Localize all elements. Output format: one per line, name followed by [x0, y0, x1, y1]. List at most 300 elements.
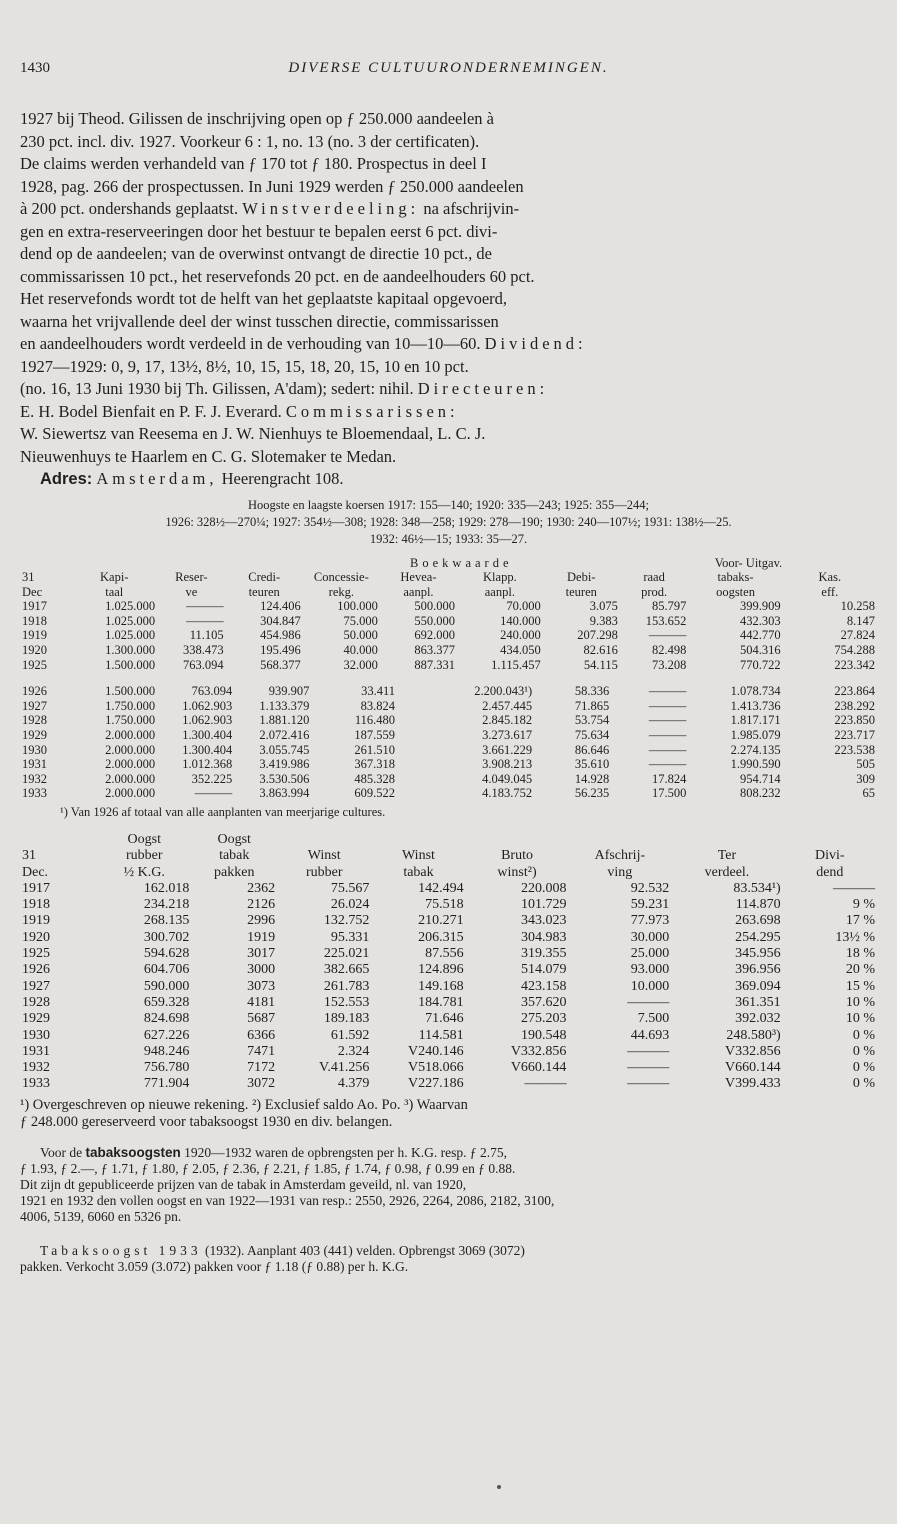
table-cell: 10 % — [845, 1011, 875, 1027]
table-cell: 0 % — [852, 1027, 875, 1043]
page-number: 1430 — [20, 60, 50, 76]
column-header: winst²) — [497, 864, 537, 880]
table-cell: V.41.256 — [319, 1060, 370, 1076]
column-header: oogsten — [716, 584, 755, 599]
result-table — [20, 832, 877, 1093]
table-cell: 261.510 — [354, 742, 396, 757]
table-cell: 392.032 — [735, 1011, 781, 1027]
column-header: 31 — [22, 848, 36, 864]
table-cell: 3000 — [247, 962, 276, 978]
column-header: pakken — [214, 864, 255, 880]
table-cell: 1928 — [22, 713, 47, 728]
table-cell: 124.896 — [418, 962, 464, 978]
table-cell: 44.693 — [630, 1027, 670, 1043]
column-header: Dec. — [22, 864, 49, 880]
table-cell: 948.246 — [143, 1043, 190, 1059]
table-row — [20, 962, 877, 978]
table-row — [20, 1076, 877, 1092]
text-line: De claims werden verhandeld van ƒ 170 tot ƒ 180. Prospectus in deel I — [20, 154, 487, 173]
table-cell: 1933 — [22, 786, 47, 801]
table-cell: 432.303 — [740, 613, 781, 628]
table-cell: ——— — [627, 1043, 670, 1059]
table-cell: ——— — [648, 713, 687, 728]
table-cell: 223.864 — [834, 684, 875, 699]
table-cell: 70.000 — [506, 599, 541, 614]
text-line: 1927 bij Theod. Gilissen de inschrijving open op ƒ 250.000 aandeelen à — [20, 109, 494, 128]
table-cell: 319.355 — [520, 946, 567, 962]
table-cell: 1926 — [22, 684, 47, 699]
table-cell: 93.000 — [630, 962, 670, 978]
table-cell: ——— — [648, 698, 687, 713]
table-cell: 263.698 — [735, 913, 781, 929]
column-header — [466, 832, 569, 848]
table-cell: 338.473 — [183, 643, 224, 658]
tabaksoogsten-paragraph: Voor de tabaksoogsten 1920—1932 waren de opbrengsten per h. K.G. resp. ƒ 2.75, — [40, 1144, 507, 1160]
table-cell: 17.824 — [652, 771, 687, 786]
table-cell: 594.628 — [143, 946, 190, 962]
table-cell: 234.218 — [143, 897, 190, 913]
table-cell: 756.780 — [143, 1060, 190, 1076]
table-row — [20, 743, 877, 758]
table-cell: 3.273.617 — [482, 728, 533, 743]
table-cell: 223.538 — [834, 742, 875, 757]
table-cell: 71.646 — [425, 1011, 464, 1027]
table-row — [20, 757, 877, 772]
address-line — [20, 468, 877, 491]
table-cell: 7.500 — [637, 1011, 670, 1027]
table-cell: 863.377 — [414, 643, 456, 658]
table-header-row — [20, 848, 877, 864]
table-cell: 550.000 — [414, 613, 456, 628]
table-cell: 25.000 — [630, 946, 670, 962]
table-row — [20, 1028, 877, 1044]
table-cell: 10.000 — [630, 978, 670, 994]
table-cell: 754.288 — [834, 643, 875, 658]
table-row — [20, 713, 877, 728]
balance-table-continued — [20, 684, 877, 801]
table-cell: 5687 — [247, 1011, 276, 1027]
table-cell: 11.105 — [189, 628, 224, 643]
table-header-row — [20, 832, 877, 848]
column-header: Bruto — [501, 848, 533, 864]
table-cell: 434.050 — [500, 643, 541, 658]
table-cell: 3.908.213 — [482, 757, 533, 772]
table-cell: 887.331 — [414, 657, 456, 672]
table-cell: 1930 — [22, 742, 47, 757]
column-header: eff. — [821, 584, 839, 599]
text-line: 1928, pag. 266 der prospectussen. In Juni 1929 werden ƒ 250.000 aandeelen — [20, 176, 524, 196]
table-cell: 309 — [856, 771, 875, 786]
column-header — [568, 832, 671, 848]
table-cell: 1.025.000 — [105, 613, 156, 628]
table-cell: 300.702 — [143, 929, 190, 945]
table-cell: 73.208 — [652, 657, 687, 672]
table-cell: 1.025.000 — [105, 628, 156, 643]
body-text — [20, 108, 877, 491]
table-cell: 770.722 — [740, 657, 781, 672]
table-row — [20, 614, 877, 629]
tabaksoogst-1933-label: Tabaksoogst 1933 — [40, 1242, 202, 1258]
table-cell: 1919 — [247, 929, 276, 945]
table-cell: 357.620 — [520, 994, 567, 1010]
table-cell: 0 % — [852, 1060, 875, 1076]
column-header — [277, 832, 371, 848]
table-cell: 26.024 — [330, 897, 370, 913]
column-header: Credi- — [248, 570, 281, 585]
table-cell: 1.817.171 — [730, 713, 781, 728]
table-cell: 238.292 — [834, 698, 875, 713]
table-cell: 254.295 — [735, 929, 781, 945]
table-cell: 206.315 — [418, 929, 464, 945]
table-cell: 10.258 — [840, 599, 875, 614]
table-cell: 1.062.903 — [182, 698, 233, 713]
table-cell: 442.770 — [740, 628, 781, 643]
text-line: en aandeelhouders wordt verdeeld in de verhouding van 10—10—60. Dividend: — [20, 334, 587, 353]
footnote-line: ƒ 248.000 gereserveerd voor tabaksoogst 1930 en div. belangen. — [20, 1113, 393, 1130]
table-cell: 32.000 — [343, 657, 378, 672]
table-cell: ——— — [186, 613, 224, 628]
table-cell: 590.000 — [143, 978, 190, 994]
table-cell: 1.062.903 — [182, 713, 233, 728]
table-cell: 369.094 — [735, 978, 781, 994]
table-row — [20, 897, 877, 913]
table-cell: 195.496 — [260, 643, 301, 658]
text-line: 4006, 5139, 6060 en 5326 pn. — [20, 1208, 182, 1224]
table-cell: 85.797 — [652, 599, 687, 614]
column-header: Winst — [307, 848, 341, 864]
table-cell: 1.133.379 — [259, 698, 310, 713]
table-group-header — [20, 556, 877, 571]
table-cell: 114.870 — [735, 897, 781, 913]
column-header: teuren — [565, 584, 597, 599]
table-cell: 116.480 — [354, 713, 396, 728]
table-cell: 504.316 — [740, 643, 781, 658]
table-cell: 95.331 — [330, 929, 370, 945]
table-cell: 223.342 — [834, 657, 875, 672]
table-cell: 423.158 — [520, 978, 567, 994]
table-cell: V660.144 — [510, 1060, 567, 1076]
table-cell: 9.383 — [589, 613, 618, 628]
table-cell: 124.406 — [260, 599, 301, 614]
table-cell: 100.000 — [337, 599, 378, 614]
table-cell: ——— — [648, 728, 687, 743]
table-cell: 808.232 — [740, 786, 781, 801]
table-cell: 627.226 — [143, 1027, 190, 1043]
table-cell: 58.336 — [574, 684, 610, 699]
table-row — [20, 772, 877, 787]
table-cell: 275.203 — [520, 1011, 567, 1027]
koersen-line: 1926: 328½—270¼; 1927: 354½—308; 1928: 348—258; 1929: 278—190; 1930: 240—107½; 1931: 138½—25. — [165, 514, 732, 529]
table-row — [20, 946, 877, 962]
text-line: 1921 en 1932 den vollen oogst en van 1922—1931 van resp.: 2550, 2926, 2264, 2086, 2182, 3100, — [20, 1192, 555, 1208]
text-line: W. Siewertsz van Reesema en J. W. Nienhuys te Bloemendaal, L. C. J. — [20, 424, 486, 443]
column-header: ve — [185, 584, 198, 599]
table-cell: 268.135 — [143, 913, 190, 929]
table-cell: ——— — [648, 742, 687, 757]
table-cell: 2.000.000 — [105, 771, 156, 786]
table-cell: ——— — [627, 1076, 670, 1092]
table-cell: 692.000 — [414, 628, 456, 643]
voorraad-header: Voor- Uitgav. — [714, 555, 783, 570]
table-cell: 1929 — [22, 728, 47, 743]
table-cell: 10 % — [845, 994, 875, 1010]
table-cell: V332.856 — [725, 1043, 781, 1059]
footnote-line: ¹) Overgeschreven op nieuwe rekening. ²) Exclusief saldo Ao. Po. ³) Waarvan — [20, 1096, 468, 1113]
table-cell: 2996 — [247, 913, 276, 929]
table-cell: 454.986 — [260, 628, 301, 643]
table-cell: V660.144 — [725, 1060, 781, 1076]
table-cell: 1.300.404 — [182, 728, 233, 743]
table-cell: 1925 — [22, 657, 47, 672]
table-cell: 75.000 — [343, 613, 378, 628]
table-cell: 1931 — [22, 757, 47, 772]
table-cell: 8.147 — [846, 613, 875, 628]
table-cell: V240.146 — [407, 1043, 464, 1059]
column-header: tabak — [403, 864, 434, 880]
table-cell: 954.714 — [740, 771, 781, 786]
table-cell: 77.973 — [630, 913, 670, 929]
table-cell: 240.000 — [500, 628, 541, 643]
table-cell: 1.115.457 — [491, 657, 541, 672]
column-header — [671, 832, 782, 848]
ink-dot — [497, 1485, 501, 1489]
column-header: rekg. — [328, 584, 354, 599]
table-cell: 13½ % — [835, 929, 875, 945]
table-row — [20, 658, 877, 673]
table-cell: 485.328 — [354, 771, 396, 786]
table-cell: 261.783 — [323, 978, 370, 994]
table-row — [20, 930, 877, 946]
winstverdeeling-label: Winstverdeeling: — [242, 199, 420, 218]
table-cell: 4.379 — [337, 1076, 370, 1092]
table-cell: 207.298 — [577, 628, 618, 643]
table-header-row — [20, 585, 877, 600]
dividend-label: Dividend: — [484, 334, 587, 353]
column-header: Divi- — [815, 848, 845, 864]
table-cell: 345.956 — [735, 946, 781, 962]
table-cell: 2.072.416 — [259, 728, 310, 743]
table-cell: 184.781 — [418, 994, 464, 1010]
adres-label: Adres: — [40, 470, 93, 488]
table-cell: 1927 — [22, 698, 47, 713]
table-cell: ——— — [194, 786, 233, 801]
table-cell: 1917 — [22, 880, 50, 896]
column-header: ½ K.G. — [123, 864, 165, 880]
text-line: E. H. Bodel Bienfait en P. F. J. Everard. Commissarissen: — [20, 401, 459, 421]
table-cell: 7172 — [247, 1060, 276, 1076]
table-cell: V399.433 — [725, 1076, 781, 1092]
table-cell: 2126 — [247, 897, 276, 913]
table-cell: 763.094 — [191, 684, 233, 699]
table-cell: 609.522 — [354, 786, 396, 801]
text-line: gen en extra-reserveeringen door het bestuur te bepalen eerst 6 pct. divi- — [20, 221, 498, 241]
table-cell: 132.752 — [323, 913, 370, 929]
table-cell: 223.850 — [834, 713, 875, 728]
table-cell: ——— — [648, 757, 687, 772]
table-cell: 61.592 — [330, 1027, 370, 1043]
text-line: Het reservefonds wordt tot de helft van het geplaatste kapitaal opgevoerd, — [20, 289, 508, 308]
table-cell: 65 — [862, 786, 875, 801]
table-cell: 304.847 — [260, 613, 301, 628]
table-cell: 35.610 — [574, 757, 610, 772]
table-row — [20, 1011, 877, 1027]
text-line: dend op de aandeelen; van de overwinst ontvangt de directie 10 pct., de — [20, 244, 492, 263]
table-cell: 399.909 — [740, 599, 781, 614]
column-header: Kapi- — [100, 570, 129, 585]
text-line: 1927—1929: 0, 9, 17, 13½, 8½, 10, 15, 15, 18, 20, 15, 10 en 10 pct. — [20, 356, 469, 376]
column-header: Dec — [22, 584, 43, 599]
table2-footnotes — [20, 1097, 877, 1131]
column-header — [783, 832, 877, 848]
table-row — [20, 628, 877, 643]
table-cell: 53.754 — [574, 713, 610, 728]
table-header-row — [20, 865, 877, 881]
table-cell: 4181 — [247, 994, 276, 1010]
table-cell: 14.928 — [574, 771, 610, 786]
table-cell: 75.518 — [425, 897, 464, 913]
text-line: commissarissen 10 pct., het reservefonds 20 pct. en de aandeelhouders 60 pct. — [20, 266, 535, 286]
table-cell: 1.750.000 — [105, 698, 156, 713]
adres-street: Heerengracht 108. — [217, 469, 344, 488]
column-header: Hevea- — [400, 570, 437, 585]
table-cell: 1.012.368 — [182, 757, 233, 772]
column-header: Klapp. — [483, 570, 517, 585]
table-cell: 1.500.000 — [105, 657, 156, 672]
table-cell: 396.956 — [735, 962, 781, 978]
table-cell: 2.324 — [337, 1043, 370, 1059]
text-line: waarna het vrijvallende deel der winst tusschen directie, commissarissen — [20, 311, 499, 331]
table-cell: 500.000 — [414, 599, 456, 614]
table-cell: 248.580³) — [726, 1027, 781, 1043]
table-cell: 1918 — [22, 613, 47, 628]
column-header: Ter — [717, 848, 737, 864]
table-cell: 56.235 — [574, 786, 610, 801]
table-cell: 75.634 — [574, 728, 610, 743]
table-cell: 1918 — [22, 897, 50, 913]
table-cell: 1926 — [22, 962, 50, 978]
table-cell: 54.115 — [583, 657, 618, 672]
page-header — [20, 60, 877, 96]
column-header: prod. — [641, 584, 668, 599]
table-cell: 1919 — [22, 913, 50, 929]
table-cell: 1.300.000 — [105, 643, 156, 658]
table-cell: 0 % — [852, 1043, 875, 1059]
table-cell: 3.530.506 — [259, 771, 310, 786]
table-cell: 50.000 — [343, 628, 378, 643]
table-cell: 18 % — [845, 946, 875, 962]
table-cell: 939.907 — [268, 684, 310, 699]
table-row — [20, 599, 877, 614]
table-cell: 4.049.045 — [482, 771, 533, 786]
column-header: tabaks- — [717, 570, 754, 585]
column-header: Reser- — [175, 570, 208, 585]
table-cell: 189.183 — [323, 1011, 370, 1027]
table-cell: 382.665 — [323, 962, 370, 978]
table-cell: 86.646 — [574, 742, 610, 757]
table-cell: 1.078.734 — [730, 684, 781, 699]
table-cell: 83.534¹) — [733, 880, 781, 896]
table-cell: 27.824 — [840, 628, 875, 643]
table-cell: 659.328 — [143, 994, 190, 1010]
table-cell: 1928 — [22, 994, 50, 1010]
column-header: teuren — [248, 584, 280, 599]
table-cell: 1932 — [22, 771, 47, 786]
table-row — [20, 643, 877, 658]
table-cell: 210.271 — [418, 913, 464, 929]
table-cell: 17.500 — [652, 786, 687, 801]
table-cell: 83.824 — [360, 698, 396, 713]
table-cell: 114.581 — [418, 1027, 464, 1043]
table-row — [20, 1060, 877, 1076]
table-cell: 2.000.000 — [105, 757, 156, 772]
table-cell: 187.559 — [354, 728, 396, 743]
table-cell: 367.318 — [354, 757, 396, 772]
text-line: ƒ 1.93, ƒ 2.—, ƒ 1.71, ƒ 1.80, ƒ 2.05, ƒ 2.36, ƒ 2.21, ƒ 1.85, ƒ 1.74, ƒ 0.98, ƒ 0.99 en ƒ 0.88. — [20, 1160, 516, 1176]
table-cell: 225.021 — [323, 946, 370, 962]
table-cell: 3.055.745 — [259, 742, 310, 757]
table-cell: 2.000.000 — [105, 786, 156, 801]
table-cell: 149.168 — [418, 978, 464, 994]
table-cell: 1920 — [22, 643, 47, 658]
table-cell: 505 — [856, 757, 875, 772]
table-cell: 771.904 — [143, 1076, 190, 1092]
table-cell: 33.411 — [361, 684, 396, 699]
table-cell: 361.351 — [735, 994, 781, 1010]
text-line: Dit zijn dt gepubliceerde prijzen van de tabak in Amsterdam geveild, nl. van 1920, — [20, 1176, 467, 1192]
column-header: rubber — [305, 864, 343, 880]
table-cell: 2.845.182 — [482, 713, 533, 728]
table-cell: ——— — [648, 628, 687, 643]
table-cell: 3072 — [247, 1076, 276, 1092]
table-cell: 2.000.000 — [105, 742, 156, 757]
table1-footnote: ¹) Van 1926 af totaal van alle aanplanten van meerjarige cultures. — [60, 805, 386, 819]
table-cell: 1932 — [22, 1060, 50, 1076]
table-cell: 2362 — [247, 880, 276, 896]
table-cell: 75.567 — [330, 880, 370, 896]
column-header: aanpl. — [484, 584, 515, 599]
table-cell: V332.856 — [510, 1043, 567, 1059]
table-cell: 1927 — [22, 978, 50, 994]
table-cell: 101.729 — [520, 897, 567, 913]
table-cell: 1.025.000 — [105, 599, 156, 614]
table-cell: 71.865 — [574, 698, 610, 713]
table-cell: 82.498 — [652, 643, 687, 658]
column-header: Oogst — [217, 832, 251, 847]
table-cell: 343.023 — [520, 913, 567, 929]
table-cell: ——— — [833, 880, 875, 896]
table-cell: 1.500.000 — [105, 684, 156, 699]
table-cell: 352.225 — [191, 771, 233, 786]
column-header: dend — [816, 864, 844, 880]
column-header: taal — [105, 584, 124, 599]
column-header: 31 — [22, 570, 35, 585]
koersen — [20, 497, 877, 548]
table-cell: 82.616 — [583, 643, 618, 658]
column-header: aanpl. — [403, 584, 434, 599]
table-cell: V227.186 — [407, 1076, 464, 1092]
table-cell: 59.231 — [630, 897, 670, 913]
boekwaarde-header: Boekwaarde — [410, 555, 513, 570]
table-cell: 1.413.736 — [730, 698, 781, 713]
column-header: Kas. — [818, 570, 842, 585]
text-line: Nieuwenhuys te Haarlem en C. G. Slotemaker te Medan. — [20, 446, 397, 466]
tabaksoogst-1933-paragraph: Tabaksoogst 1933 (1932). Aanplant 403 (441) velden. Opbrengst 3069 (3072) — [40, 1242, 525, 1258]
table-cell: 568.377 — [260, 657, 301, 672]
koersen-line: 1932: 46½—15; 1933: 35—27. — [369, 531, 528, 546]
table-cell: 2.000.000 — [105, 728, 156, 743]
table-cell: 40.000 — [343, 643, 378, 658]
table-row — [20, 979, 877, 995]
